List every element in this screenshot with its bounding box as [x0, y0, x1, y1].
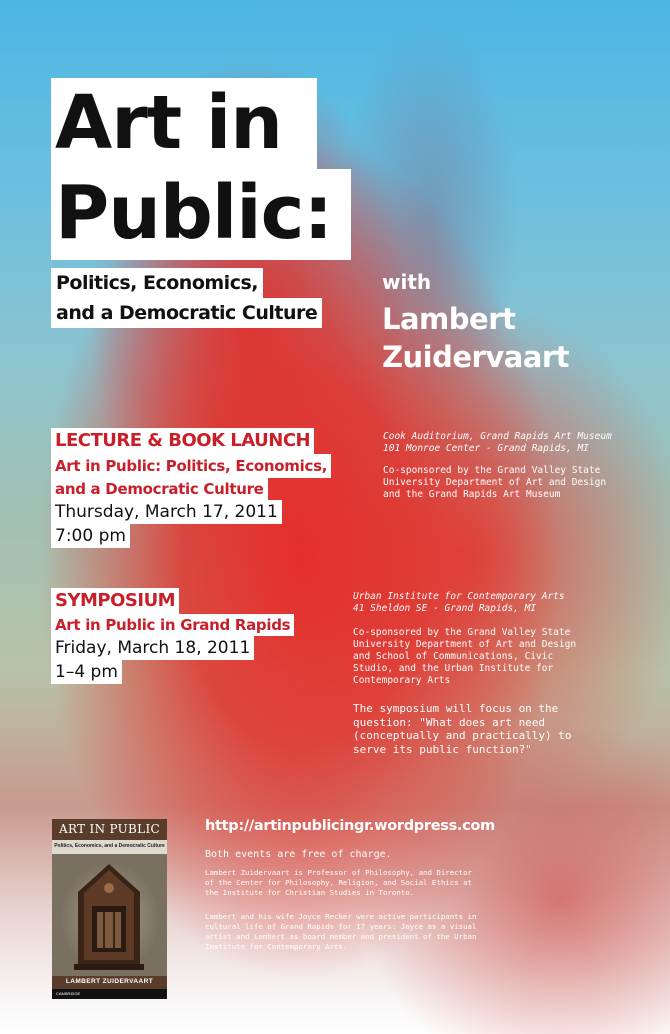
symposium-venue-line-2: 41 Sheldon SE - Grand Rapids, MI — [353, 603, 537, 614]
lecture-cosponsors: Co-sponsored by the Grand Valley State University Department of Art and Design and the Grand Rapids Art Museum — [383, 465, 607, 500]
lecture-time: 7:00 pm — [51, 524, 130, 548]
book-cover — [52, 819, 167, 999]
lecture-title-line-2: and a Democratic Culture — [51, 478, 268, 500]
symposium-heading: SYMPOSIUM — [51, 588, 179, 614]
lecture-date: Thursday, March 17, 2011 — [51, 500, 282, 524]
title-line-1: Art in — [51, 78, 317, 169]
symposium-venue-line-1: Urban Institute for Contemporary Arts — [353, 591, 565, 602]
book-author: LAMBERT ZUIDERVAART — [65, 978, 154, 985]
subtitle-line-1: Politics, Economics, — [51, 268, 263, 298]
speaker-first-name: Lambert — [382, 302, 516, 336]
book-cover-artwork — [52, 854, 167, 976]
symposium-title: Art in Public in Grand Rapids — [51, 614, 294, 636]
title-line-2: Public: — [51, 169, 351, 260]
book-publisher: CAMBRIDGE — [56, 991, 81, 996]
lecture-title-line-1: Art in Public: Politics, Economics, — [51, 454, 331, 478]
symposium-time: 1–4 pm — [51, 660, 122, 684]
lecture-heading: LECTURE & BOOK LAUNCH — [51, 428, 314, 454]
symposium-date: Friday, March 18, 2011 — [51, 636, 254, 660]
website-link[interactable]: http://artinpublicingr.wordpress.com — [205, 818, 495, 834]
with-label: with — [382, 270, 432, 294]
sculpture-image — [52, 854, 167, 976]
lecture-venue-line-2: 101 Monroe Center - Grand Rapids, MI — [383, 443, 589, 454]
symposium-cosponsors: Co-sponsored by the Grand Valley State University Department of Art and Design and School of Communications, Civic Studio, and the Urban Institute for Contemporary Arts — [353, 627, 577, 686]
speaker-last-name: Zuidervaart — [382, 340, 570, 374]
lecture-venue-line-1: Cook Auditorium, Grand Rapids Art Museum — [383, 431, 612, 442]
book-subtitle: Politics, Economics, and a Democratic Culture — [54, 843, 165, 849]
symposium-focus: The symposium will focus on the question: "What does art need (conceptually and practically) to serve its public function?" — [353, 702, 572, 756]
subtitle-line-2: and a Democratic Culture — [51, 298, 322, 328]
free-of-charge-note: Both events are free of charge. — [205, 849, 392, 860]
book-title: ART IN PUBLIC — [59, 822, 160, 836]
speaker-grand-rapids-bio: Lambert and his wife Joyce Recker were active participants in cultural life of Grand Rapids for 17 years: Joyce as a visual artist and Lambert as board member and president of the Urban Institute for Contemporary Arts. — [205, 912, 477, 951]
speaker-bio: Lambert Zuidervaart is Professor of Philosophy, and Director of the Center for Philosophy, Religion, and Social Ethics at the Institute for Christian Studies in Toronto. — [205, 868, 472, 897]
